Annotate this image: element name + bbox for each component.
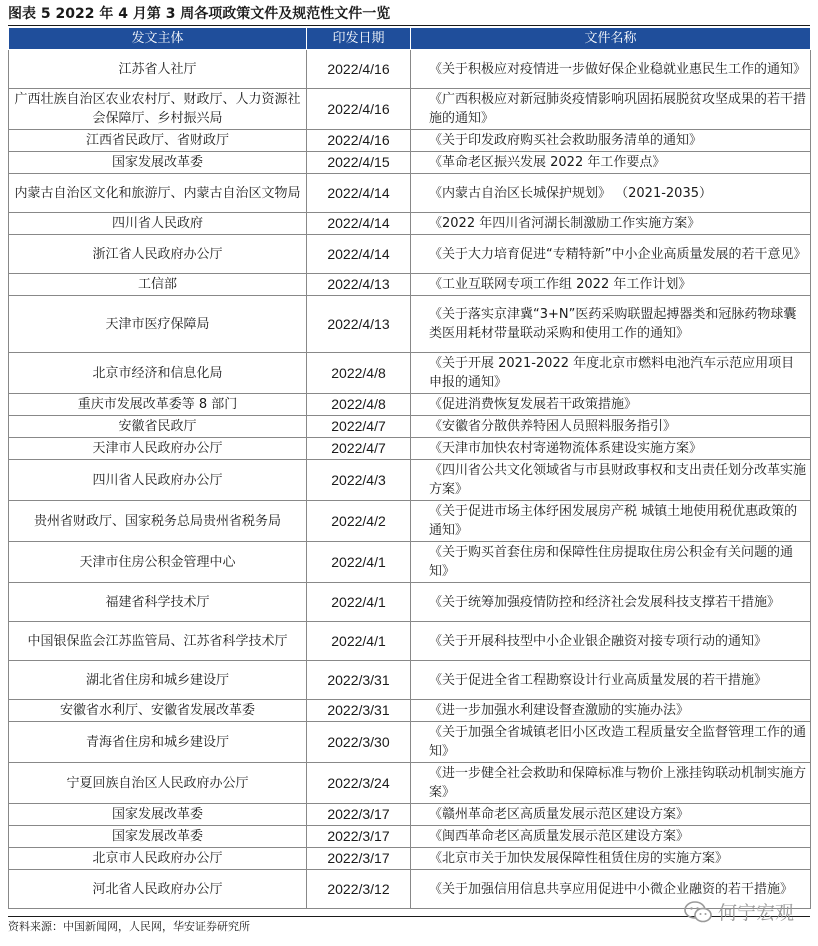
date-cell: 2022/4/14 <box>307 235 411 274</box>
issuer-cell: 北京市经济和信息化局 <box>9 353 307 394</box>
issuer-cell: 安徽省民政厅 <box>9 416 307 438</box>
doc-name-cell: 《工业互联网专项工作组 2022 年工作计划》 <box>411 274 811 296</box>
date-cell: 2022/3/30 <box>307 722 411 763</box>
date-cell: 2022/4/3 <box>307 460 411 501</box>
table-row <box>9 353 811 394</box>
doc-name-cell: 《天津市加快农村寄递物流体系建设实施方案》 <box>411 438 811 460</box>
issuer-cell: 工信部 <box>9 274 307 296</box>
doc-name-cell: 《进一步加强水利建设督查激励的实施办法》 <box>411 700 811 722</box>
date-cell: 2022/4/1 <box>307 583 411 622</box>
issuer-cell: 宁夏回族自治区人民政府办公厅 <box>9 763 307 804</box>
date-cell: 2022/3/17 <box>307 848 411 870</box>
doc-name-cell: 《关于购买首套住房和保障性住房提取住房公积金有关问题的通知》 <box>411 542 811 583</box>
date-cell: 2022/4/1 <box>307 622 411 661</box>
date-cell: 2022/4/13 <box>307 296 411 353</box>
issuer-cell: 广西壮族自治区农业农村厅、财政厅、人力资源社会保障厅、乡村振兴局 <box>9 89 307 130</box>
table-header-row <box>9 28 811 50</box>
doc-name-cell: 《广西积极应对新冠肺炎疫情影响巩固拓展脱贫攻坚成果的若干措施的通知》 <box>411 89 811 130</box>
issuer-cell: 江西省民政厅、省财政厅 <box>9 130 307 152</box>
table-body <box>9 50 811 909</box>
table-row <box>9 438 811 460</box>
date-cell: 2022/4/15 <box>307 152 411 174</box>
date-cell: 2022/4/7 <box>307 438 411 460</box>
issuer-cell: 湖北省住房和城乡建设厅 <box>9 661 307 700</box>
doc-name-cell: 《北京市关于加快发展保障性租赁住房的实施方案》 <box>411 848 811 870</box>
doc-name-cell: 《2022 年四川省河湖长制激励工作实施方案》 <box>411 213 811 235</box>
doc-name-cell: 《关于开展 2021-2022 年度北京市燃料电池汽车示范应用项目申报的通知》 <box>411 353 811 394</box>
issuer-cell: 国家发展改革委 <box>9 152 307 174</box>
doc-name-cell: 《促进消费恢复发展若干政策措施》 <box>411 394 811 416</box>
doc-name-cell: 《内蒙古自治区长城保护规划》 （2021-2035） <box>411 174 811 213</box>
issuer-cell: 青海省住房和城乡建设厅 <box>9 722 307 763</box>
doc-name-cell: 《关于促进全省工程勘察设计行业高质量发展的若干措施》 <box>411 661 811 700</box>
issuer-cell: 四川省人民政府 <box>9 213 307 235</box>
table-row <box>9 722 811 763</box>
table-row <box>9 542 811 583</box>
table-row <box>9 416 811 438</box>
header-issuer: 发文主体 <box>9 28 307 50</box>
watermark <box>684 898 794 925</box>
date-cell: 2022/3/12 <box>307 870 411 909</box>
issuer-cell: 四川省人民政府办公厅 <box>9 460 307 501</box>
date-cell: 2022/4/14 <box>307 174 411 213</box>
issuer-cell: 中国银保监会江苏监管局、江苏省科学技术厅 <box>9 622 307 661</box>
table-row <box>9 848 811 870</box>
doc-name-cell: 《关于大力培育促进“专精特新”中小企业高质量发展的若干意见》 <box>411 235 811 274</box>
table-row <box>9 700 811 722</box>
date-cell: 2022/3/31 <box>307 661 411 700</box>
table-row <box>9 50 811 89</box>
issuer-cell: 浙江省人民政府办公厅 <box>9 235 307 274</box>
table-row <box>9 460 811 501</box>
wechat-icon <box>684 901 712 923</box>
doc-name-cell: 《关于加强全省城镇老旧小区改造工程质量安全监督管理工作的通知》 <box>411 722 811 763</box>
issuer-cell: 江苏省人社厅 <box>9 50 307 89</box>
doc-name-cell: 《进一步健全社会救助和保障标准与物价上涨挂钩联动机制实施方案》 <box>411 763 811 804</box>
issuer-cell: 福建省科学技术厅 <box>9 583 307 622</box>
date-cell: 2022/3/24 <box>307 763 411 804</box>
table-row <box>9 213 811 235</box>
doc-name-cell: 《安徽省分散供养特困人员照料服务指引》 <box>411 416 811 438</box>
table-row <box>9 583 811 622</box>
date-cell: 2022/3/17 <box>307 826 411 848</box>
issuer-cell: 北京市人民政府办公厅 <box>9 848 307 870</box>
doc-name-cell: 《关于统筹加强疫情防控和经济社会发展科技支撑若干措施》 <box>411 583 811 622</box>
doc-name-cell: 《四川省公共文化领域省与市县财政事权和支出责任划分改革实施方案》 <box>411 460 811 501</box>
watermark-text: 何宁宏观 <box>717 902 794 924</box>
issuer-cell: 天津市住房公积金管理中心 <box>9 542 307 583</box>
date-cell: 2022/4/14 <box>307 213 411 235</box>
doc-name-cell: 《关于开展科技型中小企业银企融资对接专项行动的通知》 <box>411 622 811 661</box>
policy-table <box>8 27 811 909</box>
date-cell: 2022/4/7 <box>307 416 411 438</box>
figure-title: 图表 5 2022 年 4 月第 3 周各项政策文件及规范性文件一览 <box>8 4 810 26</box>
source-note: 资料来源：中国新闻网，人民网，华安证券研究所 <box>8 916 810 935</box>
date-cell: 2022/4/16 <box>307 130 411 152</box>
issuer-cell: 安徽省水利厅、安徽省发展改革委 <box>9 700 307 722</box>
table-row <box>9 235 811 274</box>
doc-name-cell: 《关于落实京津冀“3+N”医药采购联盟起搏器类和冠脉药物球囊类医用耗材带量联动采购和使用工作的通知》 <box>411 296 811 353</box>
table-row <box>9 661 811 700</box>
issuer-cell: 天津市人民政府办公厅 <box>9 438 307 460</box>
table-row <box>9 130 811 152</box>
table-row <box>9 622 811 661</box>
policy-table-container <box>8 27 810 909</box>
date-cell: 2022/4/8 <box>307 353 411 394</box>
date-cell: 2022/3/17 <box>307 804 411 826</box>
doc-name-cell: 《闽西革命老区高质量发展示范区建设方案》 <box>411 826 811 848</box>
table-row <box>9 174 811 213</box>
issuer-cell: 国家发展改革委 <box>9 826 307 848</box>
issuer-cell: 天津市医疗保障局 <box>9 296 307 353</box>
header-doc-name: 文件名称 <box>411 28 811 50</box>
issuer-cell: 重庆市发展改革委等 8 部门 <box>9 394 307 416</box>
doc-name-cell: 《关于印发政府购买社会救助服务清单的通知》 <box>411 130 811 152</box>
date-cell: 2022/4/8 <box>307 394 411 416</box>
header-date: 印发日期 <box>307 28 411 50</box>
table-row <box>9 763 811 804</box>
issuer-cell: 贵州省财政厅、国家税务总局贵州省税务局 <box>9 501 307 542</box>
doc-name-cell: 《关于加强信用信息共享应用促进中小微企业融资的若干措施》 <box>411 870 811 909</box>
issuer-cell: 内蒙古自治区文化和旅游厅、内蒙古自治区文物局 <box>9 174 307 213</box>
table-row <box>9 89 811 130</box>
table-row <box>9 804 811 826</box>
doc-name-cell: 《革命老区振兴发展 2022 年工作要点》 <box>411 152 811 174</box>
table-row <box>9 394 811 416</box>
issuer-cell: 河北省人民政府办公厅 <box>9 870 307 909</box>
date-cell: 2022/4/2 <box>307 501 411 542</box>
date-cell: 2022/3/31 <box>307 700 411 722</box>
doc-name-cell: 《关于促进市场主体纾困发展房产税 城镇土地使用税优惠政策的通知》 <box>411 501 811 542</box>
date-cell: 2022/4/16 <box>307 50 411 89</box>
table-row <box>9 296 811 353</box>
table-row <box>9 152 811 174</box>
doc-name-cell: 《赣州革命老区高质量发展示范区建设方案》 <box>411 804 811 826</box>
issuer-cell: 国家发展改革委 <box>9 804 307 826</box>
table-row <box>9 501 811 542</box>
table-row <box>9 826 811 848</box>
date-cell: 2022/4/13 <box>307 274 411 296</box>
doc-name-cell: 《关于积极应对疫情进一步做好保企业稳就业惠民生工作的通知》 <box>411 50 811 89</box>
date-cell: 2022/4/1 <box>307 542 411 583</box>
date-cell: 2022/4/16 <box>307 89 411 130</box>
table-row <box>9 274 811 296</box>
